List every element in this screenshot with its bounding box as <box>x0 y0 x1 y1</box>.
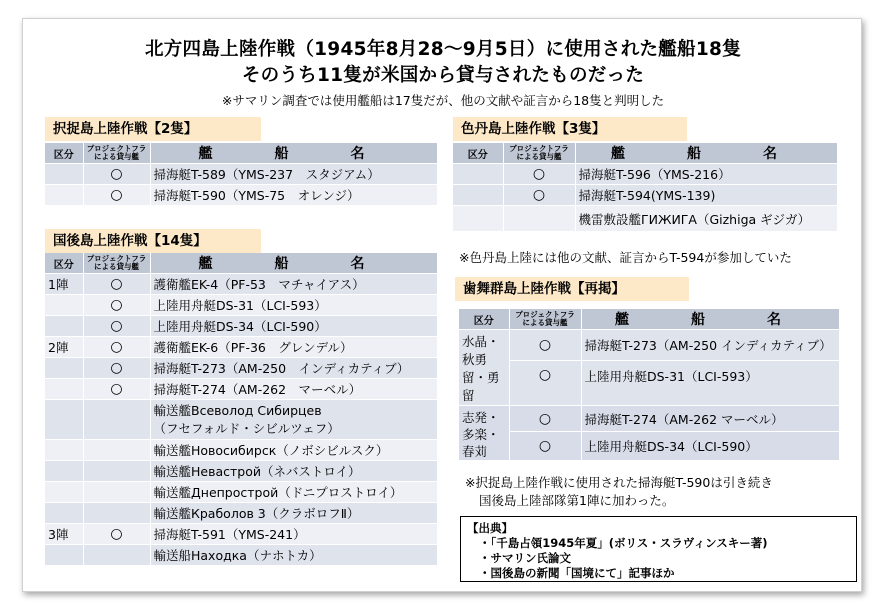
slide <box>22 18 862 592</box>
ship-name: 輸送船Находка（ナホトカ） <box>150 545 437 566</box>
header-div: 区分 <box>45 253 83 274</box>
source-item: ・国後島の新聞「国境にて」記事ほか <box>479 566 675 580</box>
cell-div <box>453 185 503 206</box>
lend-lease-mark <box>83 400 150 440</box>
ship-name: 護衛艦EK-6（PF-36 グレンデル） <box>150 337 437 358</box>
section-title-habomai: 歯舞群島上陸作戦【再掲】 <box>455 277 689 301</box>
ship-name: 輸送艦Новосибирск（ノボシビルスク） <box>150 440 437 461</box>
lend-lease-mark: ○ <box>83 358 150 379</box>
lend-lease-mark: ○ <box>83 379 150 400</box>
ship-name: 掃海艇T-273（AM-250 インディカティブ） <box>150 358 437 379</box>
lend-lease-mark: ○ <box>83 316 150 337</box>
cell-div: 1陣 <box>45 274 83 295</box>
cell-div <box>453 164 503 185</box>
top-note: ※サマリン調査では使用艦船は17隻だが、他の文献や証言から18隻と判明した <box>221 93 665 108</box>
lend-lease-mark <box>83 482 150 503</box>
ship-name: 掃海艇T-596（YMS-216） <box>575 164 837 185</box>
header-name: 艦 船 名 <box>575 143 837 164</box>
section-title-shikotan: 色丹島上陸作戦【3隻】 <box>453 117 687 141</box>
lend-lease-mark: ○ <box>83 164 150 185</box>
cell-div <box>45 295 83 316</box>
lend-lease-mark: ○ <box>509 406 581 432</box>
ship-name: 掃海艇T-274（AM-262 マーベル） <box>150 379 437 400</box>
ship-name: 上陸用舟艇DS-31（LCI-593） <box>150 295 437 316</box>
cell-div <box>45 358 83 379</box>
ship-name: 輸送艦Краболов 3（クラボロフⅡ） <box>150 503 437 524</box>
lend-lease-mark: ○ <box>509 361 581 406</box>
ship-name: 掃海艇T-590（YMS-75 オレンジ） <box>150 185 437 206</box>
lend-lease-mark: ○ <box>83 274 150 295</box>
shikotan-note: ※色丹島上陸には他の文献、証言からT-594が参加していた <box>459 250 792 265</box>
header-div: 区分 <box>459 309 509 330</box>
header-div: 区分 <box>453 143 503 164</box>
ship-name: 掃海艇T-589（YMS-237 スタジアム） <box>150 164 437 185</box>
sources-heading: 【出典】 <box>467 521 513 535</box>
lend-lease-mark: ○ <box>83 295 150 316</box>
ship-name: 掃海艇T-591（YMS-241） <box>150 524 437 545</box>
table-etorofu <box>45 143 438 206</box>
ship-name: 機雷敷設艦ГИЖИГА（Gizhiga ギジガ） <box>575 206 837 232</box>
header-name: 艦 船 名 <box>581 309 839 330</box>
lend-lease-mark: ○ <box>83 337 150 358</box>
ship-name: 輸送艦Днепрострой（ドニプロストロイ） <box>150 482 437 503</box>
cell-div-group-1: 水晶・秋勇留・勇留 <box>459 330 509 406</box>
lend-lease-mark <box>83 503 150 524</box>
cell-div <box>45 503 83 524</box>
ship-name: 輸送艦Невастрой（ネバストロイ） <box>150 461 437 482</box>
cell-div: 2陣 <box>45 337 83 358</box>
habomai-note-line-2: 国後島上陸部隊第1陣に加わった。 <box>479 493 675 508</box>
header-proj: プロジェクトフラによる貸与艦 <box>83 253 150 274</box>
header-proj: プロジェクトフラによる貸与艦 <box>83 143 150 164</box>
lend-lease-mark: ○ <box>509 330 581 361</box>
lend-lease-mark: ○ <box>83 524 150 545</box>
cell-div <box>45 379 83 400</box>
lend-lease-mark <box>83 545 150 566</box>
ship-name: 護衛艦EK-4（PF-53 マチャイアス） <box>150 274 437 295</box>
ship-name: 掃海艇T-273（AM-250 インディカティブ） <box>581 330 839 361</box>
header-name: 艦 船 名 <box>150 143 437 164</box>
cell-div <box>45 461 83 482</box>
lend-lease-mark <box>83 461 150 482</box>
lend-lease-mark <box>83 440 150 461</box>
cell-div <box>45 482 83 503</box>
ship-name: 掃海艇T-594(YMS-139) <box>575 185 837 206</box>
source-item: ・「千島占領1945年夏」(ボリス・スラヴィンスキー著) <box>479 536 768 550</box>
cell-div <box>45 185 83 206</box>
ship-name: 輸送艦Всеволод Сибирцев <box>153 402 322 418</box>
cell-div <box>45 545 83 566</box>
ship-name: 上陸用舟艇DS-31（LCI-593） <box>581 361 839 406</box>
cell-div <box>45 164 83 185</box>
ship-name-reading: （フセフォルド・シビルツェフ） <box>153 420 340 436</box>
table-habomai <box>459 309 840 461</box>
header-proj: プロジェクトフラによる貸与艦 <box>503 143 575 164</box>
lend-lease-mark: ○ <box>503 185 575 206</box>
table-kunashiri <box>45 253 438 566</box>
title-line-1: 北方四島上陸作戦（1945年8月28～9月5日）に使用された艦船18隻 <box>144 39 742 60</box>
header-name: 艦 船 名 <box>150 253 437 274</box>
table-shikotan <box>453 143 838 232</box>
title-line-2: そのうち11隻が米国から貸与されたものだった <box>241 65 645 86</box>
cell-div-group-2: 志発・多楽・春苅 <box>459 406 509 461</box>
ship-name: 上陸用舟艇DS-34（LCI-590） <box>581 432 839 461</box>
sources-box <box>460 516 857 582</box>
source-item: ・サマリン氏論文 <box>479 551 571 565</box>
ship-name: 上陸用舟艇DS-34（LCI-590） <box>150 316 437 337</box>
lend-lease-mark: ○ <box>83 185 150 206</box>
cell-div <box>45 400 83 440</box>
section-title-kunashiri: 国後島上陸作戦【14隻】 <box>45 229 261 253</box>
lend-lease-mark: ○ <box>503 164 575 185</box>
lend-lease-mark <box>503 206 575 232</box>
cell-div <box>45 440 83 461</box>
header-proj: プロジェクトフラによる貸与艦 <box>509 309 581 330</box>
lend-lease-mark: ○ <box>509 432 581 461</box>
ship-name: 掃海艇T-274（AM-262 マーベル） <box>581 406 839 432</box>
cell-div: 3陣 <box>45 524 83 545</box>
habomai-note-line-1: ※択捉島上陸作戦に使用された掃海艇T-590は引き続き <box>465 475 773 490</box>
cell-div <box>45 316 83 337</box>
cell-div <box>453 206 503 232</box>
section-title-etorofu: 択捉島上陸作戦【2隻】 <box>45 117 261 141</box>
ship-name-multiline <box>150 400 437 440</box>
header-div: 区分 <box>45 143 83 164</box>
